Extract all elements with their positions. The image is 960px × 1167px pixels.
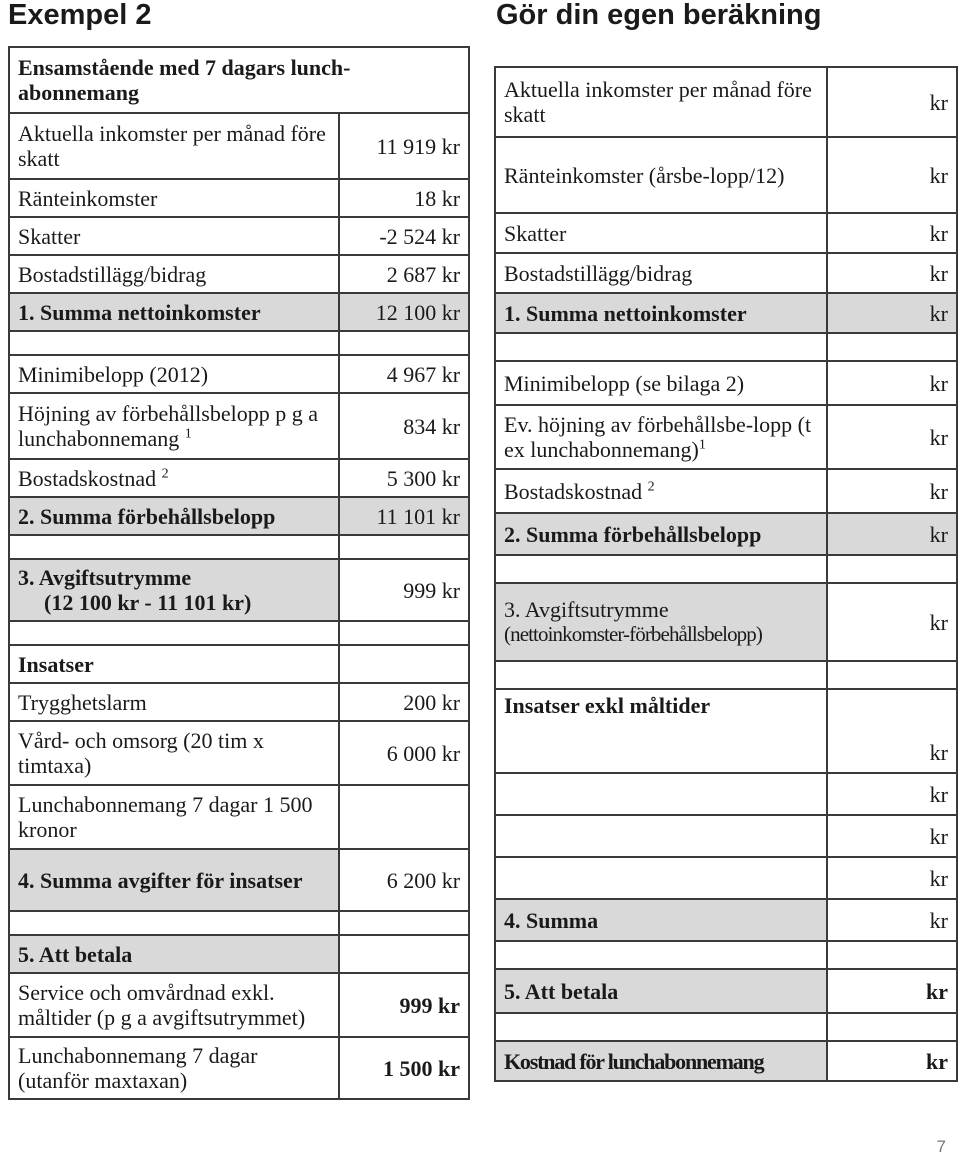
section-label: Insatser exkl måltider	[495, 689, 827, 733]
table-row-total	[495, 969, 957, 1013]
entry-label-cell[interactable]	[495, 733, 827, 773]
table-row	[495, 67, 957, 137]
spacer-cell	[495, 1013, 827, 1041]
table-row-total	[495, 583, 957, 661]
table-row	[9, 393, 469, 459]
row-label: 3. Avgiftsutrymme	[18, 565, 192, 590]
entry-label-cell[interactable]	[495, 773, 827, 815]
row-label: Aktuella inkomster per månad före skatt	[495, 67, 827, 137]
row-value	[339, 935, 469, 973]
entry-label-cell[interactable]	[495, 857, 827, 899]
unit-label: kr	[929, 424, 948, 450]
row-value: 999 kr	[339, 973, 469, 1037]
row-label: 5. Att betala	[495, 969, 827, 1013]
spacer-cell	[827, 661, 957, 689]
table-row	[495, 773, 957, 815]
row-label: Minimibelopp (2012)	[9, 355, 339, 393]
row-label-cell	[495, 469, 827, 513]
spacer-cell	[495, 661, 827, 689]
footnote-marker: 2	[161, 466, 169, 482]
unit-label: kr	[929, 823, 948, 849]
row-label: Trygghetslarm	[9, 683, 339, 721]
example-title-text: Ensamstående med 7 dagars lunch-abonnemang	[18, 55, 351, 105]
row-label: Bostadstillägg/bidrag	[9, 255, 339, 293]
spacer-cell	[495, 941, 827, 969]
spacer-cell	[827, 333, 957, 361]
spacer-cell	[339, 331, 469, 355]
table-row	[9, 785, 469, 849]
amount-cell[interactable]	[827, 733, 957, 773]
spacer-cell	[9, 535, 339, 559]
row-value: 12 100 kr	[339, 293, 469, 331]
unit-label: kr	[926, 978, 948, 1004]
table-row-total	[9, 293, 469, 331]
example-heading: Exempel 2	[8, 0, 152, 31]
amount-cell[interactable]	[827, 1041, 957, 1081]
row-label: Lunchabonnemang 7 dagar (utanför maxtaxan)	[9, 1037, 339, 1099]
table-row	[495, 253, 957, 293]
unit-label: kr	[926, 1048, 948, 1074]
table-row-total	[9, 935, 469, 973]
spacer-cell	[827, 1013, 957, 1041]
row-label: 2. Summa förbehållsbelopp	[495, 513, 827, 555]
amount-cell[interactable]	[827, 815, 957, 857]
row-value: 6 200 kr	[339, 849, 469, 911]
row-label-cell	[9, 459, 339, 497]
row-label: Höjning av förbehållsbelopp p g a lunchabonnemang	[18, 401, 318, 451]
amount-cell[interactable]	[827, 137, 957, 213]
unit-label: kr	[929, 609, 948, 635]
unit-label: kr	[929, 781, 948, 807]
footnote-marker: 1	[698, 437, 706, 453]
spacer-cell	[827, 555, 957, 583]
row-value: 18 kr	[339, 179, 469, 217]
section-label: Insatser	[9, 645, 339, 683]
row-label: Kostnad för lunchabonnemang	[495, 1041, 827, 1081]
calculator-table	[494, 66, 958, 1082]
example-title	[9, 47, 469, 113]
row-label: Skatter	[495, 213, 827, 253]
row-label-cell	[495, 405, 827, 469]
row-label: Service och omvårdnad exkl. måltider (p g a avgiftsutrymmet)	[9, 973, 339, 1037]
table-row	[9, 217, 469, 255]
unit-label: kr	[929, 370, 948, 396]
table-row	[9, 459, 469, 497]
row-label: 4. Summa	[495, 899, 827, 941]
table-row-total	[9, 497, 469, 535]
row-sublabel: (12 100 kr - 11 101 kr)	[44, 590, 252, 615]
row-label: Aktuella inkomster per månad före skatt	[9, 113, 339, 179]
table-row	[9, 113, 469, 179]
table-row-total	[495, 1041, 957, 1081]
unit-label: kr	[929, 865, 948, 891]
unit-label: kr	[929, 162, 948, 188]
spacer-cell	[9, 621, 339, 645]
unit-label: kr	[929, 89, 948, 115]
row-value	[339, 785, 469, 849]
row-value: 6 000 kr	[339, 721, 469, 785]
amount-cell[interactable]	[827, 469, 957, 513]
table-row	[495, 213, 957, 253]
amount-cell[interactable]	[827, 773, 957, 815]
unit-label: kr	[929, 907, 948, 933]
amount-cell[interactable]	[827, 857, 957, 899]
spacer-cell	[495, 555, 827, 583]
table-row	[495, 733, 957, 773]
row-label: 1. Summa nettoinkomster	[495, 293, 827, 333]
row-label: 4. Summa avgifter för insatser	[9, 849, 339, 911]
row-label: Lunchabonnemang 7 dagar 1 500 kronor	[9, 785, 339, 849]
unit-label: kr	[929, 521, 948, 547]
row-label: Vård- och omsorg (20 tim x timtaxa)	[9, 721, 339, 785]
spacer-cell	[9, 911, 339, 935]
amount-cell[interactable]	[827, 361, 957, 405]
unit-label: kr	[929, 478, 948, 504]
table-row	[9, 179, 469, 217]
row-label-cell	[495, 583, 827, 661]
footnote-marker: 2	[647, 479, 655, 495]
entry-label-cell[interactable]	[495, 815, 827, 857]
row-sublabel: (nettoinkomster-förbehållsbelopp)	[504, 622, 762, 646]
row-label: Skatter	[9, 217, 339, 255]
row-value: 4 967 kr	[339, 355, 469, 393]
amount-cell[interactable]	[827, 405, 957, 469]
amount-cell[interactable]	[827, 293, 957, 333]
row-value: -2 524 kr	[339, 217, 469, 255]
example-table	[8, 46, 470, 1100]
table-row	[495, 469, 957, 513]
table-row	[9, 255, 469, 293]
amount-cell[interactable]	[827, 213, 957, 253]
row-label: Bostadskostnad	[18, 465, 157, 491]
table-row-total	[495, 293, 957, 333]
amount-cell[interactable]	[827, 583, 957, 661]
amount-cell[interactable]	[827, 253, 957, 293]
table-row-total	[9, 849, 469, 911]
row-label: 3. Avgiftsutrymme	[504, 597, 669, 622]
amount-cell[interactable]	[827, 67, 957, 137]
row-value: 11 101 kr	[339, 497, 469, 535]
spacer-cell	[9, 331, 339, 355]
row-label: Ränteinkomster (årsbe-lopp/12)	[495, 137, 827, 213]
spacer-cell	[339, 535, 469, 559]
footnote-marker: 1	[184, 426, 192, 442]
table-row	[9, 683, 469, 721]
row-label: Bostadstillägg/bidrag	[495, 253, 827, 293]
row-label: 2. Summa förbehållsbelopp	[9, 497, 339, 535]
table-row	[9, 721, 469, 785]
table-row	[495, 689, 957, 733]
row-label: Bostadskostnad	[504, 478, 643, 504]
row-value: 2 687 kr	[339, 255, 469, 293]
spacer-cell	[339, 911, 469, 935]
amount-cell[interactable]	[827, 899, 957, 941]
table-row	[495, 405, 957, 469]
table-row	[9, 355, 469, 393]
table-row	[495, 137, 957, 213]
table-row	[9, 973, 469, 1037]
row-label: Ev. höjning av förbehållsbe-lopp (t ex lunchabonnemang)	[504, 412, 812, 462]
table-row	[9, 645, 469, 683]
amount-cell[interactable]	[827, 513, 957, 555]
table-row	[495, 361, 957, 405]
row-value: 11 919 kr	[339, 113, 469, 179]
row-label: Minimibelopp (se bilaga 2)	[495, 361, 827, 405]
unit-label: kr	[929, 260, 948, 286]
calculator-heading: Gör din egen beräkning	[496, 0, 822, 31]
row-value: 200 kr	[339, 683, 469, 721]
unit-label: kr	[929, 220, 948, 246]
row-label: Ränteinkomster	[9, 179, 339, 217]
amount-cell[interactable]	[827, 969, 957, 1013]
row-value: 834 kr	[339, 393, 469, 459]
amount-cell[interactable]	[827, 689, 957, 733]
row-label-cell	[9, 393, 339, 459]
page-number: 7	[936, 1137, 946, 1156]
table-row-total	[495, 513, 957, 555]
unit-label: kr	[929, 300, 948, 326]
unit-label: kr	[929, 740, 948, 765]
spacer-cell	[339, 621, 469, 645]
row-label: 5. Att betala	[9, 935, 339, 973]
row-label-cell	[9, 559, 339, 621]
row-value: 1 500 kr	[339, 1037, 469, 1099]
spacer-cell	[495, 333, 827, 361]
row-value: 5 300 kr	[339, 459, 469, 497]
spacer-cell	[827, 941, 957, 969]
table-row	[9, 1037, 469, 1099]
row-value: 999 kr	[339, 559, 469, 621]
row-label: 1. Summa nettoinkomster	[9, 293, 339, 331]
table-row	[495, 815, 957, 857]
table-row-total	[495, 899, 957, 941]
table-row	[495, 857, 957, 899]
table-row-total	[9, 559, 469, 621]
row-value	[339, 645, 469, 683]
